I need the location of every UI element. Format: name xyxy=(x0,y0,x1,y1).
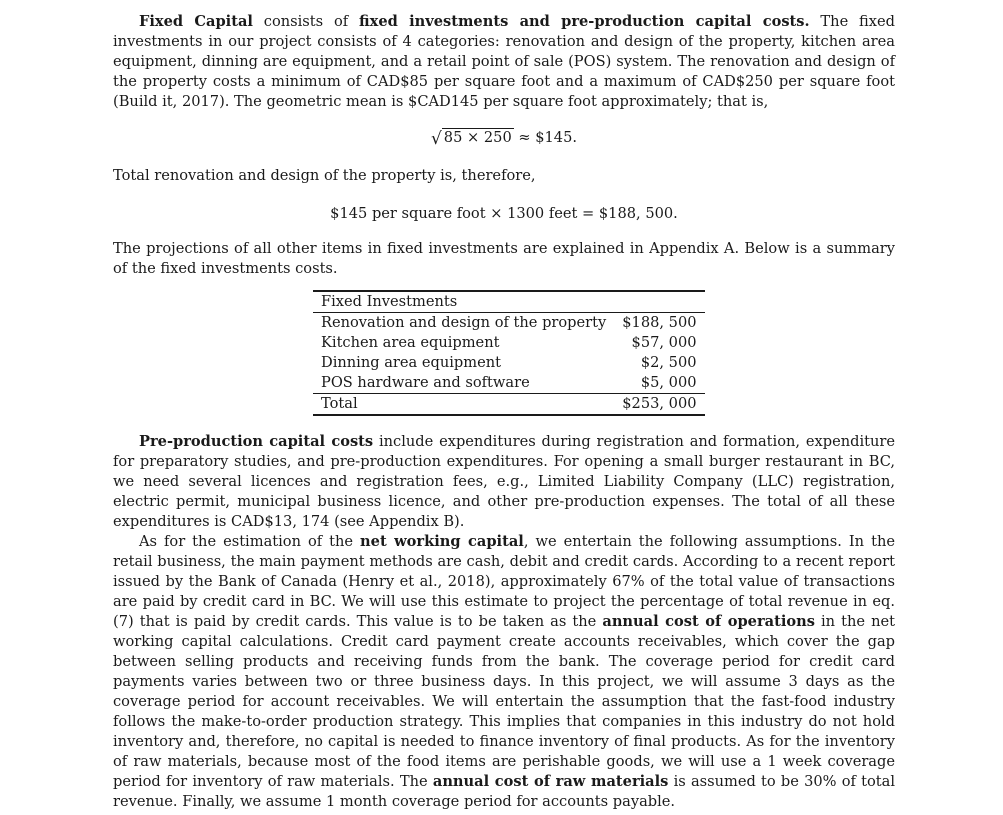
paragraph-text: As for the estimation of the xyxy=(139,533,361,550)
table-cell-amount: $57, 000 xyxy=(631,334,697,351)
pre-production-paragraph xyxy=(113,432,895,812)
paragraph-text: in the net working capital calculations. Credit card payment create accounts receivables, which cover the gap between selling products and receiving funds from the bank. The coverage period for credit card payments varies between two or three business days. In this project, we will assume 3 days as the coverage period for account receivables. We will entertain the assumption that the fast-food industry follows the make-to-order production strategy. This implies that companies in this industry do not hold inventory and, therefore, no capital is needed to finance inventory of final products. As for the inventory of raw materials, because most of the food items are perishable goods, we will use a 1 week coverage period for inventory of raw materials. The xyxy=(113,613,895,790)
radical-sign: √ xyxy=(430,129,442,149)
paragraph-text: Total renovation and design of the property is, therefore, xyxy=(113,167,536,184)
renovation-total-paragraph xyxy=(113,166,895,186)
table-cell-amount: $2, 500 xyxy=(640,354,697,371)
table-total-label: Total xyxy=(321,395,358,412)
table-row xyxy=(313,313,705,334)
table-cell-item: Kitchen area equipment xyxy=(321,334,500,351)
fixed-capital-paragraph xyxy=(113,12,895,112)
square-root xyxy=(431,128,514,149)
paragraph-text: The fixed investments in our project consists of 4 categories: renovation and design of the property, kitchen area equipment, dinning are equipment, and a retail point of sale (POS) system. The renovation and design of the property costs a minimum of CAD$85 per square foot and a maximum of CAD$250 per square foot (Build it, 2017). The geometric mean is $CAD145 per square foot approximately; that is, xyxy=(113,13,895,110)
annual-cost-operations-term: annual cost of operations xyxy=(602,613,815,630)
table-row xyxy=(313,333,705,353)
annual-cost-raw-materials-term: annual cost of raw materials xyxy=(432,773,669,790)
renovation-cost-equation: $145 per square foot × 1300 feet = $188, 500. xyxy=(330,205,678,222)
table-cell-item: Dinning area equipment xyxy=(321,354,501,371)
net-working-capital-paragraph xyxy=(113,532,895,812)
table-cell-amount: $5, 000 xyxy=(640,374,697,391)
fixed-capital-term: Fixed Capital xyxy=(139,13,253,30)
table-header-row xyxy=(313,291,705,313)
paragraph-text: include expenditures during registration and formation, expenditure for preparatory studies, and pre-production expenditures. For opening a small burger restaurant in BC, we need several licences and registration fees, e.g., Limited Liability Company (LLC) registration, electric permit, municipal business licence, and other pre-production expenses. The total of all these expenditures is CAD$13, 174 (see Appendix B). xyxy=(113,433,895,530)
fixed-investments-table xyxy=(313,290,705,416)
geometric-mean-equation xyxy=(113,128,895,149)
table-cell-item: Renovation and design of the property xyxy=(321,314,607,331)
table-total-row xyxy=(313,394,705,416)
table-header: Fixed Investments xyxy=(321,293,458,310)
table-row xyxy=(313,353,705,373)
fixed-investments-summary-paragraph xyxy=(113,239,895,279)
paragraph-text: consists of xyxy=(252,13,360,30)
table-total-amount: $253, 000 xyxy=(622,395,697,412)
fixed-investments-term: fixed investments and pre-production capital costs. xyxy=(359,13,810,30)
net-working-capital-term: net working capital xyxy=(360,533,524,550)
table-cell-amount: $188, 500 xyxy=(622,314,697,331)
paragraph-text: , we entertain the following assumptions. In the retail business, the main payment methods are cash, debit and credit cards. According to a recent report issued by the Bank of Canada (Henry et al., 2018), approximately 67% of the total value of transactions are paid by credit card in BC. We will use this estimate to project the percentage of total revenue in eq. (7) that is paid by credit cards. This value is to be taken as the xyxy=(113,533,895,630)
table-cell-item: POS hardware and software xyxy=(321,374,530,391)
radicand: 85 × 250 xyxy=(443,129,512,146)
pre-production-term: Pre-production capital costs xyxy=(139,433,374,450)
equation-result: ≈ $145. xyxy=(513,129,578,146)
paragraph-text: The projections of all other items in fixed investments are explained in Appendix A. Below is a summary of the fixed investments costs. xyxy=(113,240,895,277)
paragraph-text: is assumed to be 30% of total revenue. Finally, we assume 1 month coverage period for accounts payable. xyxy=(113,773,895,810)
table-row xyxy=(313,373,705,394)
